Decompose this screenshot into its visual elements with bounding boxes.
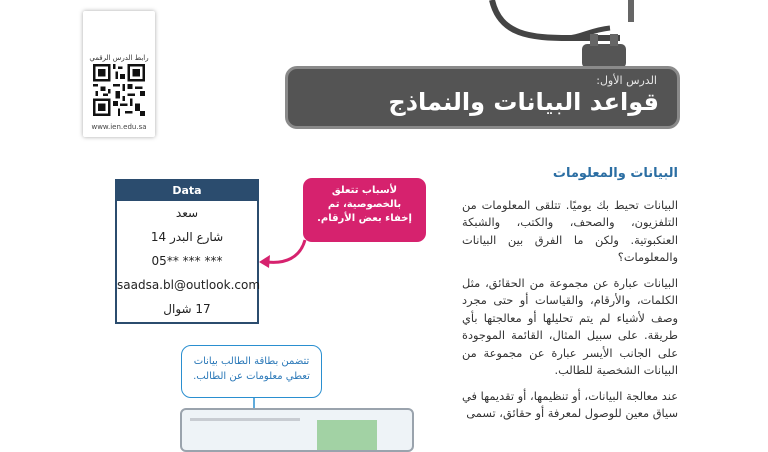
- data-card-header: Data: [117, 181, 257, 201]
- data-card-list: [117, 201, 261, 321]
- cable-plug-decoration: [470, 0, 650, 72]
- section-paragraph: عند معالجة البيانات، أو تنظيمها، أو تقديمها في سياق معين للوصول لمعرفة أو حقائق، تسمى: [462, 388, 678, 420]
- student-card-note-line: تعطي معلومات عن الطالب.: [193, 371, 310, 382]
- data-card-row: سعد: [175, 206, 199, 220]
- privacy-note-line: بالخصوصية، تم: [327, 199, 402, 210]
- section-heading: البيانات والمعلومات: [552, 166, 678, 181]
- lesson-title: قواعد البيانات والنماذج: [388, 88, 659, 116]
- qr-url[interactable]: www.ien.edu.sa: [91, 123, 147, 131]
- qr-title: رابط الدرس الرقمي: [89, 54, 149, 62]
- form-preview-frame: [180, 408, 414, 452]
- data-card-row: 17 شوال: [163, 302, 211, 316]
- student-card-note-line: تتضمن بطاقة الطالب بيانات: [193, 356, 310, 367]
- student-data-card: [115, 179, 259, 324]
- qr-code-icon[interactable]: [93, 64, 145, 116]
- data-and-information-section: [462, 165, 678, 431]
- section-paragraph: البيانات تحيط بك يوميًا. تتلقى المعلومات من التلفزيون، والصحف، والكتب، والشبكة العنكبوتية. ولكن ما الفرق بين البيانات والمعلومات؟: [462, 197, 678, 264]
- data-card-row: شارع البدر 14: [150, 230, 224, 244]
- lesson-number: الدرس الأول:: [596, 74, 657, 87]
- data-card-row: 05** *** ***: [151, 254, 223, 268]
- preview-image: [317, 420, 377, 450]
- lesson-banner: [285, 66, 680, 129]
- privacy-note-line: إخفاء بعض الأرقام.: [317, 213, 412, 224]
- arrow-left-icon: [255, 236, 315, 272]
- data-card-row: saadsa.bl@outlook.com: [117, 278, 261, 292]
- student-card-note: [181, 345, 322, 398]
- privacy-note: [303, 178, 426, 242]
- section-paragraph: البيانات عبارة عن مجموعة من الحقائق، مثل الكلمات، والأرقام، والقياسات أو حتى مجرد وصف لأشياء لم يتم تحليلها أو معالجتها بأي طريقة. على سبيل المثال، القائمة الموجودة على الجانب الأيسر عبارة عن مجموعة من البيانات الشخصية للطالب.: [462, 275, 678, 377]
- preview-line: [190, 418, 300, 421]
- digital-lesson-qr-card[interactable]: [83, 11, 155, 137]
- privacy-note-line: لأسباب تتعلق: [331, 185, 398, 196]
